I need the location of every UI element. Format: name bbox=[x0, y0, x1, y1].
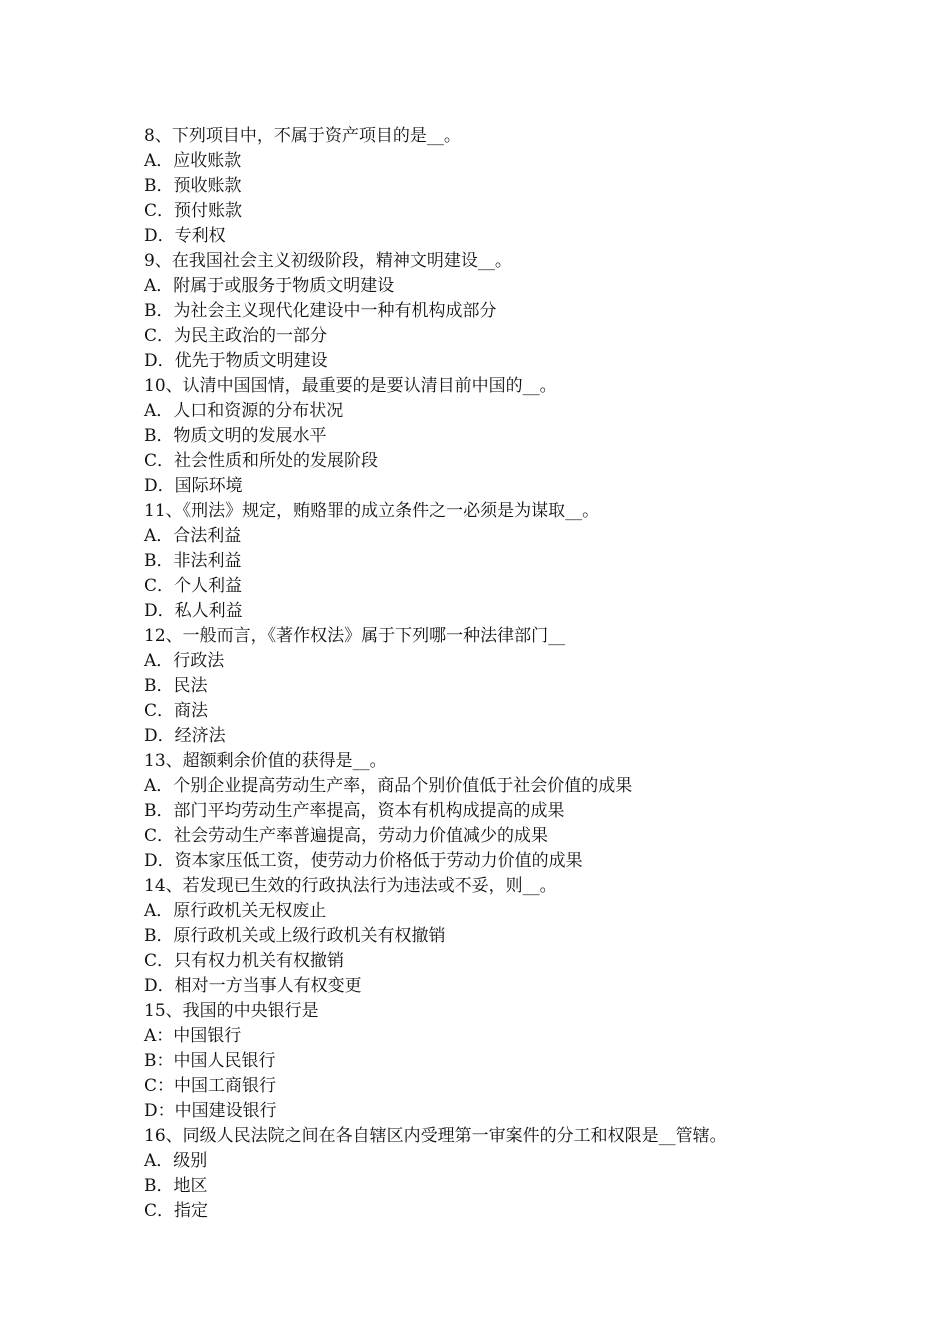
question-12-option-a: A．行政法 bbox=[144, 651, 225, 671]
question-10-option-b: B．物质文明的发展水平 bbox=[144, 426, 327, 446]
question-14-option-b: B．原行政机关或上级行政机关有权撤销 bbox=[144, 926, 446, 946]
question-9-option-a: A．附属于或服务于物质文明建设 bbox=[144, 276, 395, 296]
question-14-option-c: C．只有权力机关有权撤销 bbox=[144, 951, 345, 971]
question-12-option-c: C．商法 bbox=[144, 701, 209, 721]
question-8-option-b: B．预收账款 bbox=[144, 176, 242, 196]
question-10-option-c: C．社会性质和所处的发展阶段 bbox=[144, 451, 379, 471]
question-11-option-c: C．个人利益 bbox=[144, 576, 243, 596]
question-15-option-b: B：中国人民银行 bbox=[144, 1051, 276, 1071]
question-13-stem: 13、超额剩余价值的获得是__。 bbox=[144, 751, 387, 771]
question-14-option-a: A．原行政机关无权废止 bbox=[144, 901, 327, 921]
question-13-option-b: B．部门平均劳动生产率提高，资本有机构成提高的成果 bbox=[144, 801, 565, 821]
question-10-option-d: D．国际环境 bbox=[144, 476, 243, 496]
question-10-option-a: A．人口和资源的分布状况 bbox=[144, 401, 344, 421]
question-10-stem: 10、认清中国国情，最重要的是要认清目前中国的__。 bbox=[144, 376, 557, 396]
question-16-option-a: A．级别 bbox=[144, 1151, 208, 1171]
question-11-option-d: D．私人利益 bbox=[144, 601, 243, 621]
question-13-option-c: C．社会劳动生产率普遍提高，劳动力价值减少的成果 bbox=[144, 826, 549, 846]
question-14-stem: 14、若发现已生效的行政执法行为违法或不妥，则__。 bbox=[144, 876, 557, 896]
question-9-option-c: C．为民主政治的一部分 bbox=[144, 326, 328, 346]
question-15-option-c: C：中国工商银行 bbox=[144, 1076, 277, 1096]
question-14-option-d: D．相对一方当事人有权变更 bbox=[144, 976, 362, 996]
question-9-option-b: B．为社会主义现代化建设中一种有机构成部分 bbox=[144, 301, 497, 321]
question-12-stem: 12、一般而言，《著作权法》属于下列哪一种法律部门__ bbox=[144, 626, 566, 646]
question-11-option-a: A．合法利益 bbox=[144, 526, 242, 546]
question-9-option-d: D．优先于物质文明建设 bbox=[144, 351, 328, 371]
question-8-stem: 8、下列项目中，不属于资产项目的是__。 bbox=[144, 126, 461, 146]
question-12-option-d: D．经济法 bbox=[144, 726, 226, 746]
question-12-option-b: B．民法 bbox=[144, 676, 208, 696]
question-15-option-a: A：中国银行 bbox=[144, 1026, 242, 1046]
question-list bbox=[144, 124, 844, 1224]
question-11-stem: 11、《刑法》规定，贿赂罪的成立条件之一必须是为谋取__。 bbox=[144, 501, 600, 521]
question-16-stem: 16、同级人民法院之间在各自辖区内受理第一审案件的分工和权限是__管辖。 bbox=[144, 1126, 727, 1146]
question-15-option-d: D：中国建设银行 bbox=[144, 1101, 277, 1121]
question-15-stem: 15、我国的中央银行是 bbox=[144, 1001, 319, 1021]
question-8-option-d: D．专利权 bbox=[144, 226, 226, 246]
question-9-stem: 9、在我国社会主义初级阶段，精神文明建设__。 bbox=[144, 251, 512, 271]
question-13-option-a: A．个别企业提高劳动生产率，商品个别价值低于社会价值的成果 bbox=[144, 776, 633, 796]
question-16-option-c: C．指定 bbox=[144, 1201, 209, 1221]
question-8-option-a: A．应收账款 bbox=[144, 151, 242, 171]
question-16-option-b: B．地区 bbox=[144, 1176, 208, 1196]
question-8-option-c: C．预付账款 bbox=[144, 201, 243, 221]
question-13-option-d: D．资本家压低工资，使劳动力价格低于劳动力价值的成果 bbox=[144, 851, 583, 871]
question-11-option-b: B．非法利益 bbox=[144, 551, 242, 571]
